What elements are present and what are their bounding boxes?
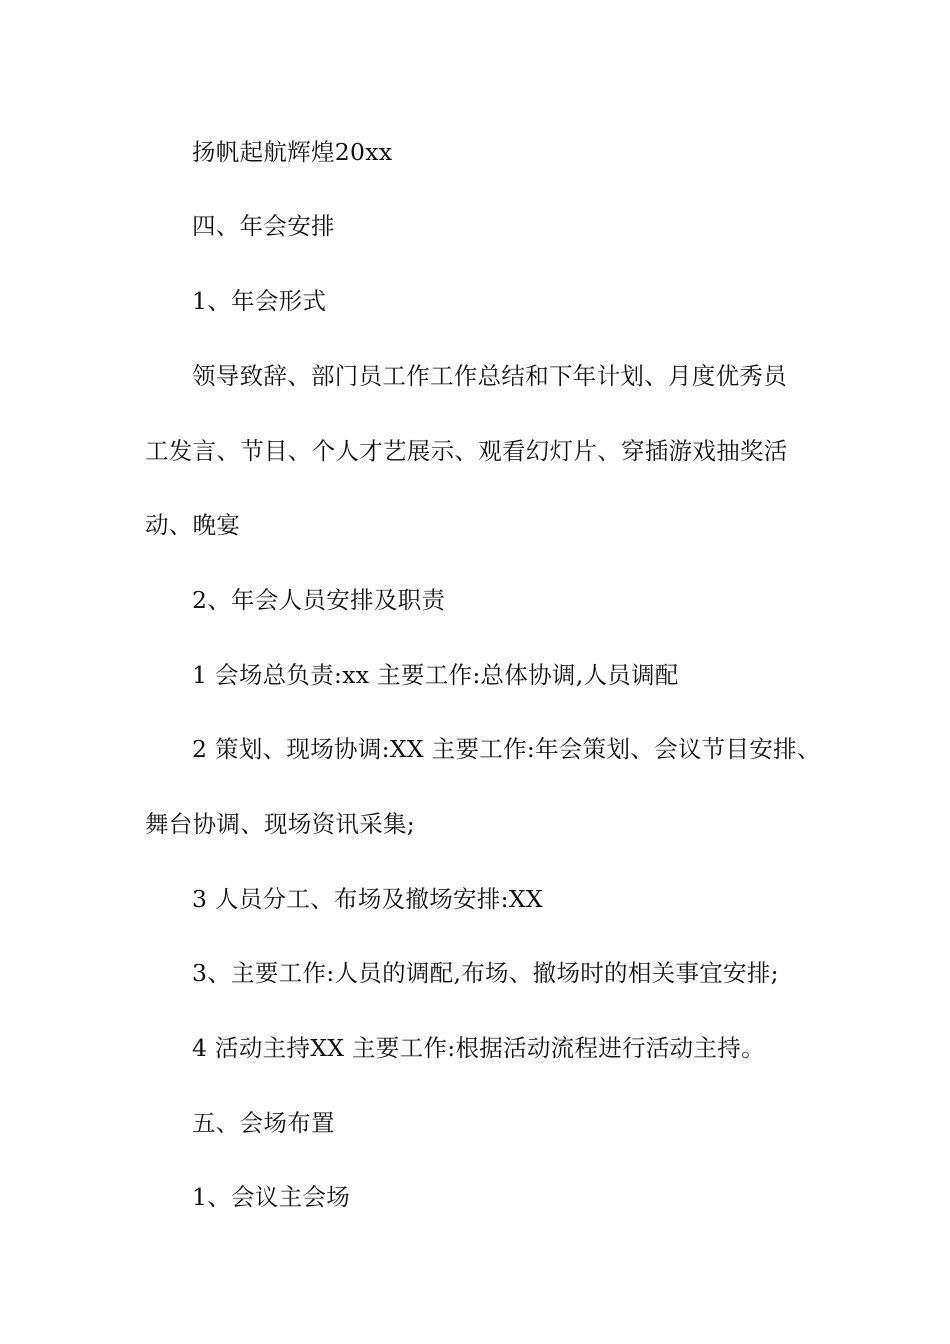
subheading-meeting-format: 1、年会形式: [192, 287, 327, 315]
paragraph-line: 领导致辞、部门员工作工作总结和下年计划、月度优秀员: [192, 362, 787, 390]
paragraph-line: 3 人员分工、布场及撤场安排:XX: [192, 885, 543, 913]
paragraph-line: 2 策划、现场协调:XX 主要工作:年会策划、会议节目安排、: [192, 735, 821, 763]
paragraph-line: 1 会场总负责:xx 主要工作:总体协调,人员调配: [192, 661, 679, 689]
section-heading-venue-layout: 五、会场布置: [192, 1109, 335, 1137]
paragraph-line: 工发言、节目、个人才艺展示、观看幻灯片、穿插游戏抽奖活: [145, 437, 788, 465]
paragraph-line: 4 活动主持XX 主要工作:根据活动流程进行活动主持。: [192, 1034, 765, 1062]
slogan-line: 扬帆起航辉煌20xx: [192, 138, 393, 166]
paragraph-line: 动、晚宴: [145, 511, 241, 539]
subheading-staff-arrangement: 2、年会人员安排及职责: [192, 586, 446, 614]
subheading-main-venue: 1、会议主会场: [192, 1183, 351, 1211]
paragraph-line: 舞台协调、现场资讯采集;: [145, 810, 416, 838]
paragraph-line: 3、主要工作:人员的调配,布场、撤场时的相关事宜安排;: [192, 959, 779, 987]
section-heading-annual-meeting-arrangement: 四、年会安排: [192, 212, 335, 240]
